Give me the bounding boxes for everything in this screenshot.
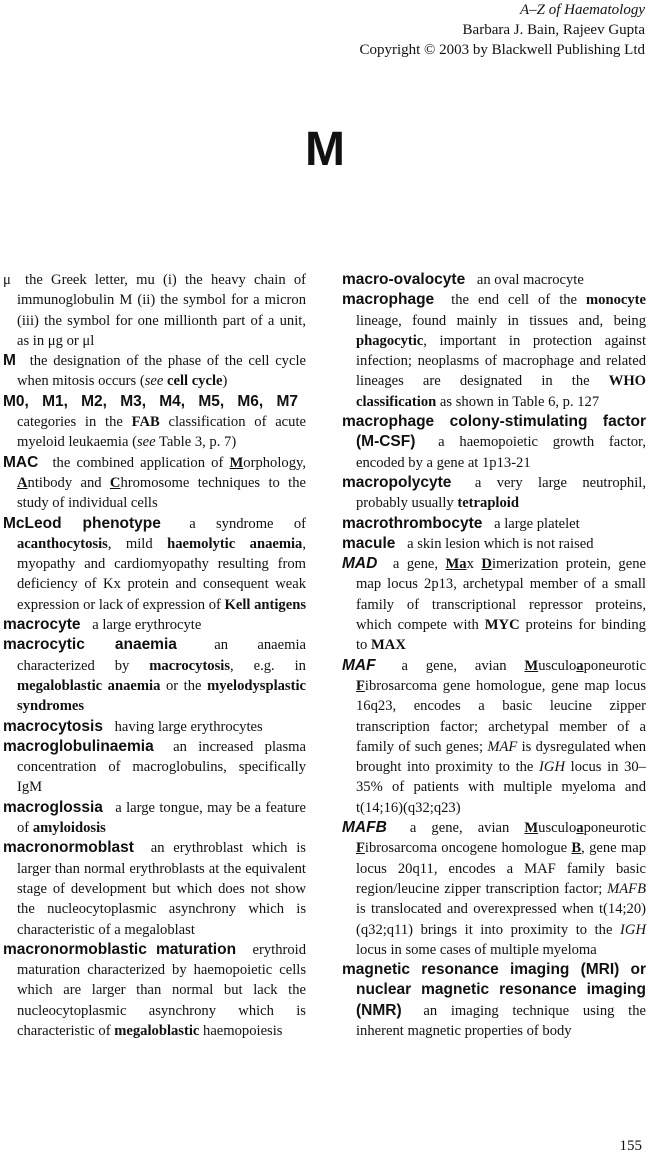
entry-macronormoblastic-maturation: macronormoblastic maturation erythroid maturation characterized by haemopoietic cells which are larger than normal but lack the nucleocytoplasmic asynchrony which is characteristic of megaloblastic haemopoiesis bbox=[3, 940, 306, 1039]
entry-macronormoblast: macronormoblast an erythroblast which is larger than normal erythroblasts at the equivalent stage of development but which does not show the nucleocytoplasmic asynchrony which is characteristic of a megaloblast bbox=[3, 839, 306, 938]
entry-macrophage: macrophage the end cell of the monocyte lineage, found mainly in tissues and, being phagocytic, important in protection against infection; neoplasms of macrophage and related lineages are designated in the WHO classification as shown in Table 6, p. 127 bbox=[342, 291, 647, 410]
cross-reference: megaloblastic anaemia bbox=[17, 677, 161, 694]
entry-term: macrocytic anaemia bbox=[3, 636, 177, 654]
entry-term: M bbox=[3, 352, 16, 370]
entry-mafb: MAFB a gene, avian Musculoaponeurotic Fibrosarcoma oncogene homologue B, gene map locus 20q11, encodes a MAF family basic region/leucine zipper transcription factor; MAFB is translocated and overexpressed when t(14;20)(q32;q11) brings it into proximity to the IGH locus in some cases of multiple myeloma bbox=[342, 819, 646, 958]
cross-reference: myelodysplastic syndromes bbox=[17, 677, 306, 715]
entry-maf: MAF a gene, avian Musculoaponeurotic Fibrosarcoma gene homologue, gene map locus 16q23, encodes a basic leucine zipper transcription factor; archetypal member of a family of such genes; MAF is dysregulated when brought into proximity to the IGH locus in 30–35% of patients with multiple myeloma and t(14;16)(q32;q23) bbox=[342, 656, 647, 816]
book-title: A–Z of Haematology bbox=[520, 2, 645, 18]
right-column bbox=[342, 270, 646, 1041]
entry-term: MAC bbox=[3, 453, 39, 471]
cross-reference: WHO classification bbox=[356, 373, 647, 410]
authors: Barbara J. Bain, Rajeev Gupta bbox=[462, 22, 645, 38]
entry-macroglobulinaemia: macroglobulinaemia an increased plasma concentration of macroglobulins, specifically IgM bbox=[3, 737, 306, 796]
entry-term: macropolycyte bbox=[342, 473, 452, 491]
entry-m-csf: macrophage colony-stimulating factor (M-CSF) a haemopoietic growth factor, encoded by a gene at 1p13-21 bbox=[342, 413, 646, 471]
entry-macrocytosis: macrocytosis having large erythrocytes bbox=[3, 717, 263, 735]
entry-term: macronormoblastic maturation bbox=[3, 940, 237, 958]
cross-reference: amyloidosis bbox=[32, 820, 106, 837]
entry-term: macrophage colony-stimulating factor (M-CSF) bbox=[342, 413, 646, 451]
entry-term: macrocytosis bbox=[3, 717, 103, 735]
entry-term: McLeod phenotype bbox=[3, 514, 161, 532]
entry-term: MAD bbox=[342, 555, 378, 573]
cross-reference: FAB bbox=[131, 414, 160, 431]
entry-macropolycyte: macropolycyte a very large neutrophil, probably usually tetraploid bbox=[342, 473, 646, 512]
running-header bbox=[359, 0, 645, 60]
cross-reference: acanthocytosis bbox=[17, 535, 108, 552]
entry-term: macrophage bbox=[342, 291, 435, 309]
entry-macro-ovalocyte: macro-ovalocyte an oval macrocyte bbox=[342, 271, 584, 288]
section-letter: M bbox=[305, 123, 345, 176]
left-column bbox=[3, 270, 306, 1041]
entry-term: macronormoblast bbox=[3, 839, 134, 857]
cross-reference: MYC bbox=[484, 617, 520, 634]
cross-reference: megaloblastic bbox=[114, 1022, 200, 1039]
cross-reference: macrocytosis bbox=[149, 657, 231, 674]
entry-term: MAF bbox=[342, 656, 376, 674]
entry-term: macrothrombocyte bbox=[342, 514, 483, 532]
cross-reference: monocyte bbox=[586, 292, 646, 309]
entry-term: macroglobulinaemia bbox=[3, 737, 154, 755]
entry-macule: macule a skin lesion which is not raised bbox=[342, 534, 594, 552]
entry-m0-m7: M0, M1, M2, M3, M4, M5, M6, M7 categories in the FAB classification of acute myeloid leukaemia (see Table 3, p. 7) bbox=[3, 392, 306, 451]
entry-term: macrocyte bbox=[3, 616, 81, 634]
entry-term: magnetic resonance imaging (MRI) or nuclear magnetic resonance imaging (NMR) bbox=[342, 961, 646, 1019]
cross-reference: haemolytic anaemia bbox=[167, 535, 303, 552]
page-number: 155 bbox=[619, 1138, 642, 1154]
entry-mac: MAC the combined application of Morphology, Antibody and Chromosome techniques to the study of individual cells bbox=[3, 453, 306, 512]
entry-term: macule bbox=[342, 534, 396, 552]
entry-macrocytic-anaemia: macrocytic anaemia an anaemia characterized by macrocytosis, e.g. in megaloblastic anaemia or the myelodysplastic syndromes bbox=[3, 636, 306, 715]
entry-term: MAFB bbox=[342, 819, 387, 837]
entry-mu: μ the Greek letter, mu (i) the heavy chain of immunoglobulin M (ii) the symbol for a micron (iii) the symbol for one millionth part of a unit, as in μg or μl bbox=[3, 272, 306, 349]
entry-macroglossia: macroglossia a large tongue, may be a feature of amyloidosis bbox=[3, 798, 306, 837]
entry-macrocyte: macrocyte a large erythrocyte bbox=[3, 616, 202, 634]
entry-term: μ bbox=[3, 272, 11, 288]
entry-term: macro-ovalocyte bbox=[342, 271, 466, 288]
entry-macrothrombocyte: macrothrombocyte a large platelet bbox=[342, 514, 580, 532]
cross-reference: MAX bbox=[371, 637, 406, 654]
entry-term: M0, M1, M2, M3, M4, M5, M6, M7 bbox=[3, 392, 298, 410]
entry-mad: MAD a gene, Max Dimerization protein, gene map locus 2p13, archetypal member of a small family of transcriptional repressor proteins, which compete with MYC proteins for binding to MAX bbox=[342, 555, 646, 654]
cross-reference: cell cycle bbox=[166, 373, 223, 390]
entry-m: M the designation of the phase of the cell cycle when mitosis occurs (see cell cycle) bbox=[3, 352, 306, 390]
cross-reference: phagocytic bbox=[356, 332, 424, 349]
entry-term: macroglossia bbox=[3, 798, 103, 816]
cross-reference: Kell antigens bbox=[224, 596, 306, 613]
copyright: Copyright © 2003 by Blackwell Publishing Ltd bbox=[359, 42, 645, 58]
cross-reference: tetraploid bbox=[457, 495, 519, 512]
entry-mri: magnetic resonance imaging (MRI) or nuclear magnetic resonance imaging (NMR) an imaging technique using the inherent magnetic properties of body bbox=[342, 961, 646, 1039]
entry-mcleod-phenotype: McLeod phenotype a syndrome of acanthocytosis, mild haemolytic anaemia, myopathy and cardiomyopathy resulting from deficiency of Kx protein and consequent weak expression or lack of expression of Kell antigens bbox=[3, 514, 307, 613]
